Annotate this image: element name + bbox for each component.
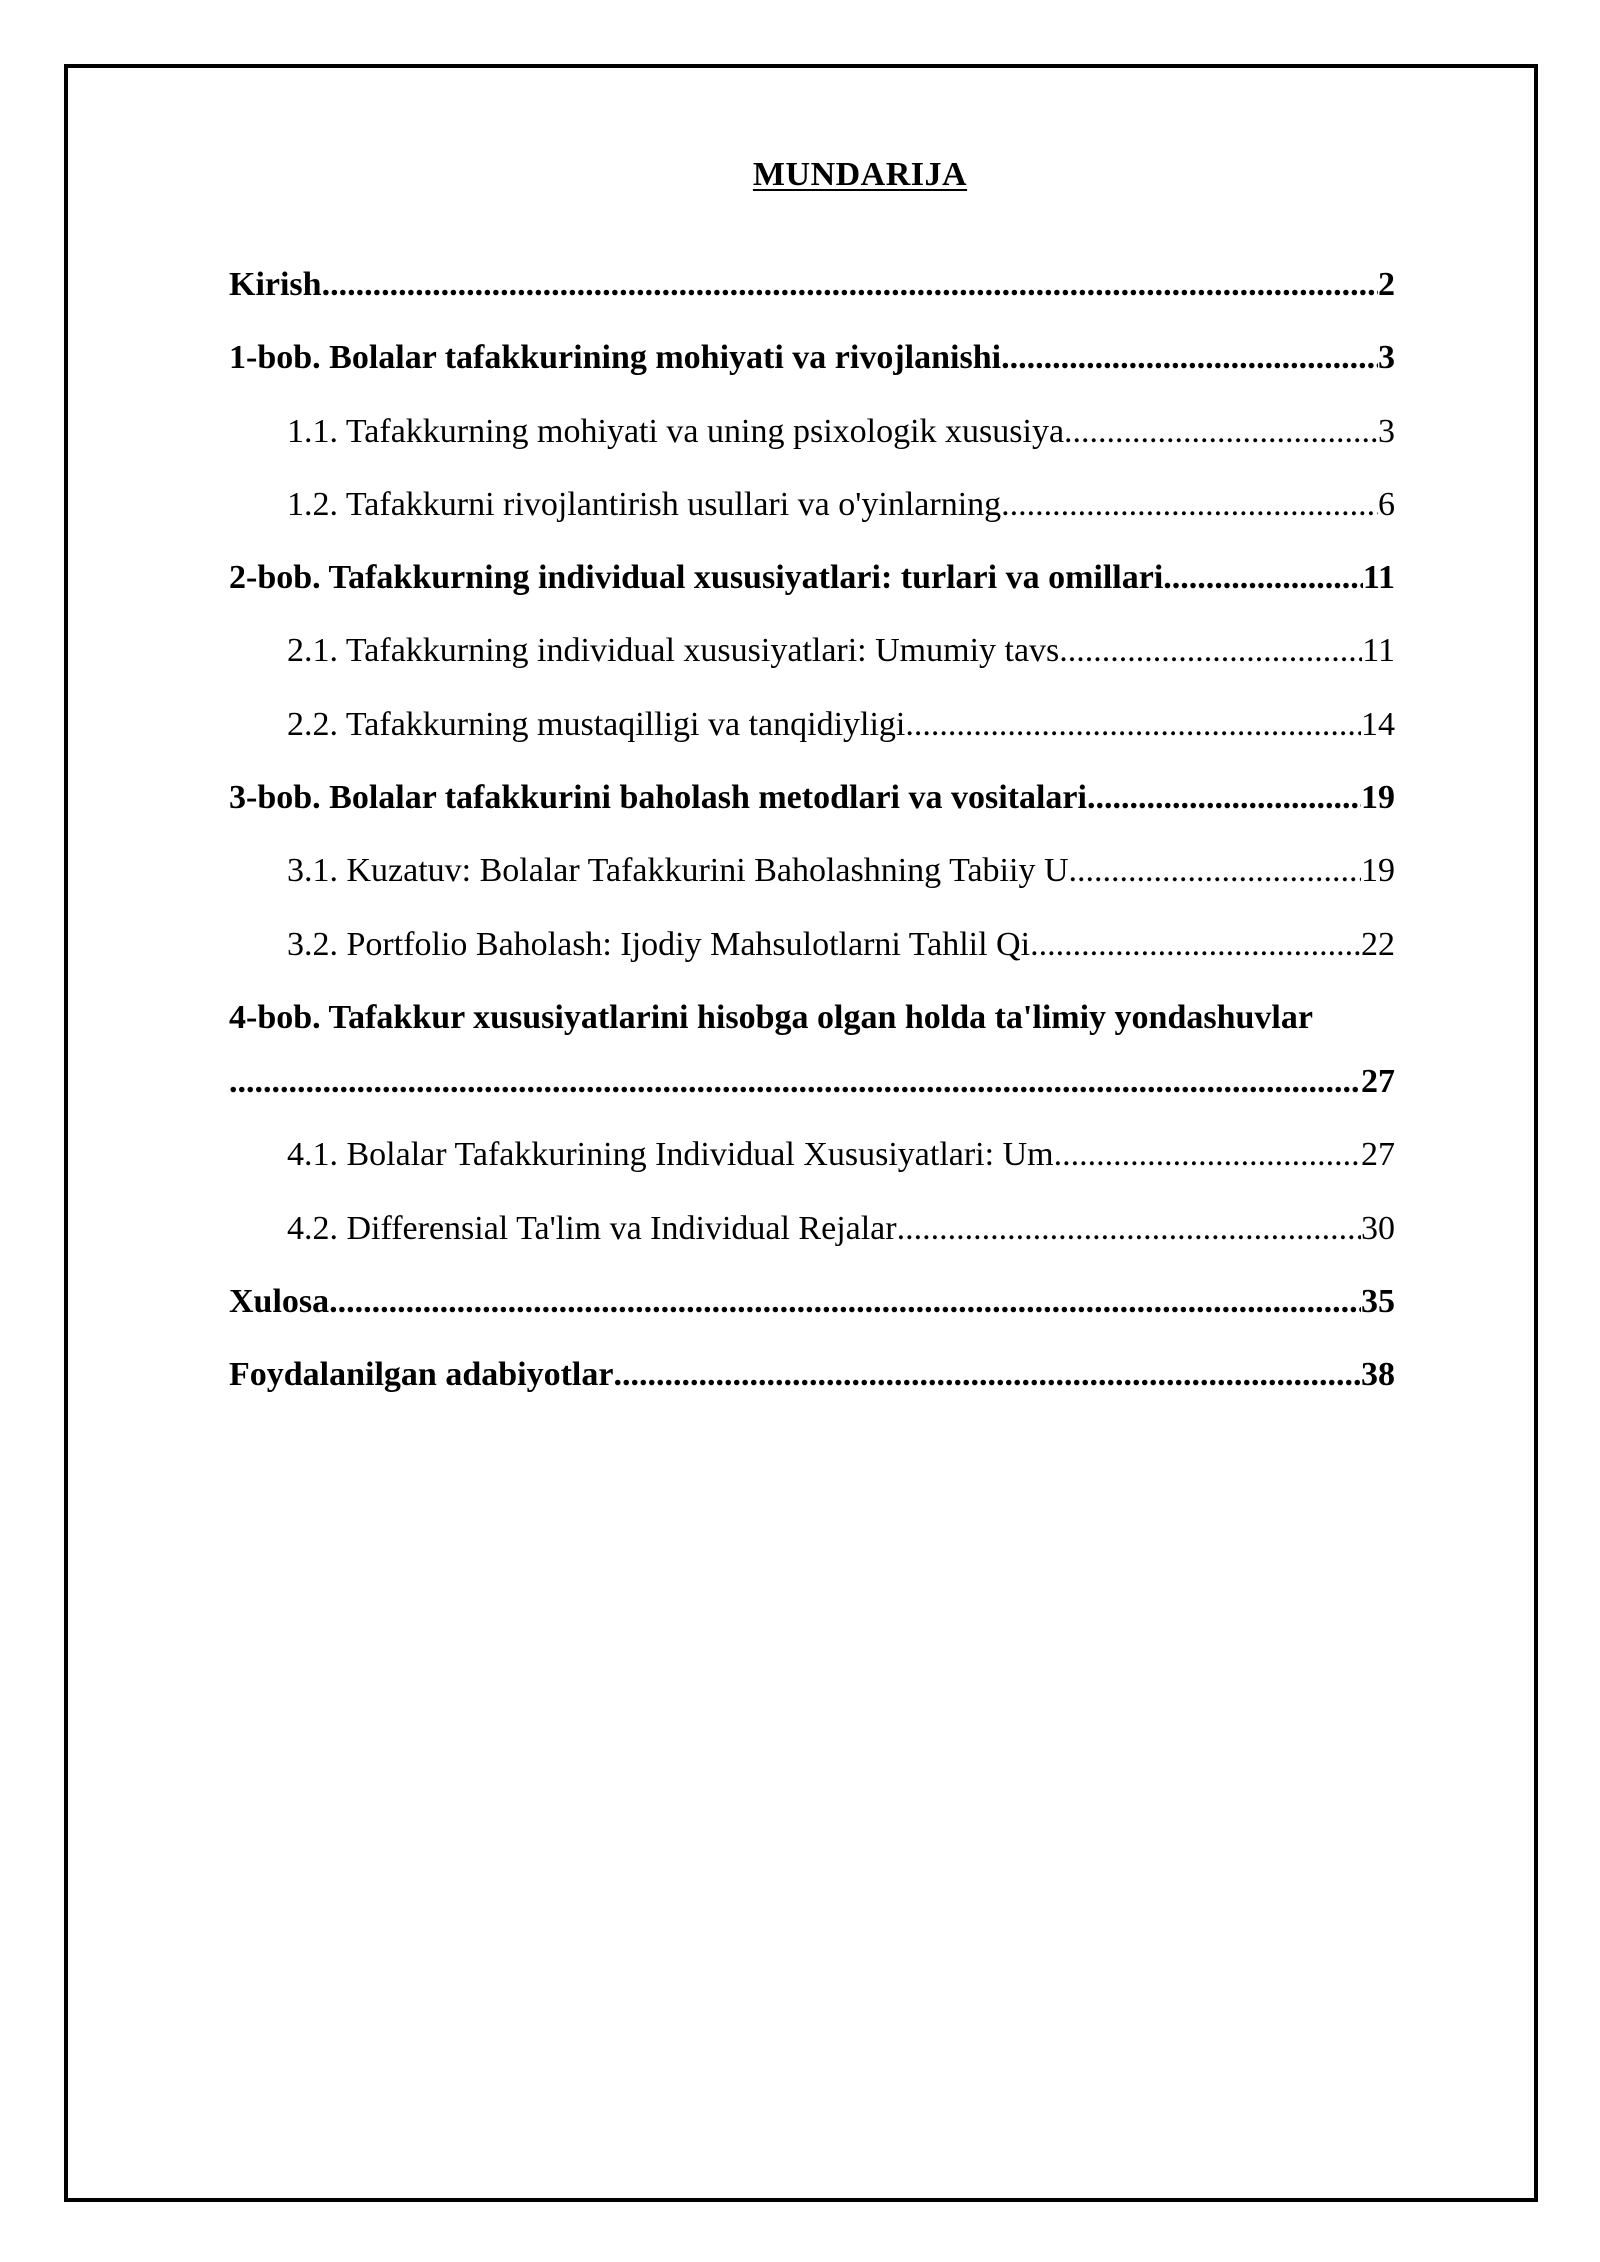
toc-entry-page: 27 bbox=[1361, 1062, 1395, 1100]
toc-entry-page: 11 bbox=[1362, 559, 1395, 597]
toc-entry-chapter-1[interactable] bbox=[229, 339, 1395, 412]
toc-entry-label: 3.2. Portfolio Baholash: Ijodiy Mahsulotlarni Tahlil Qi bbox=[287, 925, 1031, 963]
toc-entry-page: 27 bbox=[1361, 1136, 1395, 1174]
toc-entry-section-3-1[interactable] bbox=[229, 852, 1395, 925]
toc-entry-label: 4.1. Bolalar Tafakkurining Individual Xususiyatlari: Um bbox=[287, 1136, 1054, 1174]
toc-entry-label: Kirish bbox=[229, 266, 322, 303]
toc-entry-section-4-1[interactable] bbox=[229, 1136, 1395, 1209]
toc-entry-xulosa[interactable] bbox=[229, 1283, 1395, 1356]
toc-entry-kirish[interactable] bbox=[229, 266, 1395, 339]
toc-entry-page: 6 bbox=[1378, 485, 1395, 523]
toc-entry-section-4-2[interactable] bbox=[229, 1210, 1395, 1283]
dot-leader bbox=[897, 1210, 1361, 1248]
dot-leader bbox=[322, 266, 1378, 304]
toc-entry-label: 4.2. Differensial Ta'lim va Individual Rejalar bbox=[287, 1209, 897, 1247]
toc-entry-page: 11 bbox=[1362, 632, 1395, 670]
toc-entry-label: 2.2. Tafakkurning mustaqilligi va tanqidiyligi bbox=[287, 705, 906, 743]
toc-entry-page: 19 bbox=[1361, 779, 1395, 817]
toc-entry-page: 3 bbox=[1378, 412, 1395, 450]
dot-leader bbox=[1064, 413, 1378, 451]
dot-leader bbox=[329, 1283, 1361, 1321]
dot-leader bbox=[1069, 852, 1361, 890]
toc-entry-label: 2-bob. Tafakkurning individual xususiyatlari: turlari va omillari bbox=[229, 559, 1164, 597]
toc-entry-section-3-2[interactable] bbox=[229, 926, 1395, 999]
dot-leader bbox=[1059, 632, 1362, 670]
toc-entry-page: 22 bbox=[1361, 925, 1395, 963]
toc-entry-label: Xulosa bbox=[229, 1282, 330, 1320]
toc-entry-label: 1.2. Tafakkurni rivojlantirish usullari va o'yinlarning bbox=[287, 485, 1002, 523]
toc-entry-label: 1-bob. Bolalar tafakkurining mohiyati va rivojlanishi bbox=[229, 339, 1002, 377]
toc-entry-page: 19 bbox=[1361, 852, 1395, 890]
toc-entry-label: 3-bob. Bolalar tafakkurini baholash metodlari va vositalari bbox=[229, 779, 1087, 817]
toc-entry-section-2-1[interactable] bbox=[229, 632, 1395, 705]
toc-entry-section-2-2[interactable] bbox=[229, 706, 1395, 779]
toc-entry-section-1-1[interactable] bbox=[229, 413, 1395, 486]
toc-entry-chapter-2[interactable] bbox=[229, 559, 1395, 632]
toc-entry-chapter-4-leader[interactable] bbox=[229, 1063, 1395, 1136]
toc-entry-page: 14 bbox=[1361, 705, 1395, 743]
page-title: MUNDARIJA bbox=[752, 156, 968, 193]
table-of-contents bbox=[229, 266, 1395, 1429]
toc-entry-label: 1.1. Tafakkurning mohiyati va uning psixologik xususiya bbox=[287, 412, 1065, 450]
toc-entry-label: 3.1. Kuzatuv: Bolalar Tafakkurini Baholashning Tabiiy U bbox=[287, 852, 1069, 890]
dot-leader bbox=[229, 1063, 1361, 1101]
toc-entry-chapter-4[interactable] bbox=[229, 999, 1395, 1063]
toc-entry-page: 30 bbox=[1361, 1209, 1395, 1247]
toc-entry-label: 2.1. Tafakkurning individual xususiyatlari: Umumiy tavs bbox=[287, 632, 1060, 670]
dot-leader bbox=[1001, 339, 1378, 377]
toc-entry-page: 35 bbox=[1361, 1282, 1395, 1320]
dot-leader bbox=[1030, 926, 1361, 964]
toc-entry-references[interactable] bbox=[229, 1356, 1395, 1429]
toc-entry-page: 38 bbox=[1361, 1356, 1395, 1394]
toc-entry-chapter-3[interactable] bbox=[229, 779, 1395, 852]
dot-leader bbox=[905, 706, 1361, 744]
dot-leader bbox=[1163, 559, 1363, 597]
toc-entry-section-1-2[interactable] bbox=[229, 486, 1395, 559]
dot-leader bbox=[1087, 779, 1361, 817]
toc-entry-label: 4-bob. Tafakkur xususiyatlarini hisobga olgan holda ta'limiy yondashuvlar bbox=[229, 998, 1313, 1036]
dot-leader bbox=[1054, 1136, 1361, 1174]
dot-leader bbox=[613, 1356, 1361, 1394]
dot-leader bbox=[1001, 486, 1378, 524]
toc-entry-page: 2 bbox=[1378, 266, 1395, 303]
toc-entry-page: 3 bbox=[1378, 339, 1395, 377]
toc-entry-label: Foydalanilgan adabiyotlar bbox=[229, 1356, 614, 1394]
